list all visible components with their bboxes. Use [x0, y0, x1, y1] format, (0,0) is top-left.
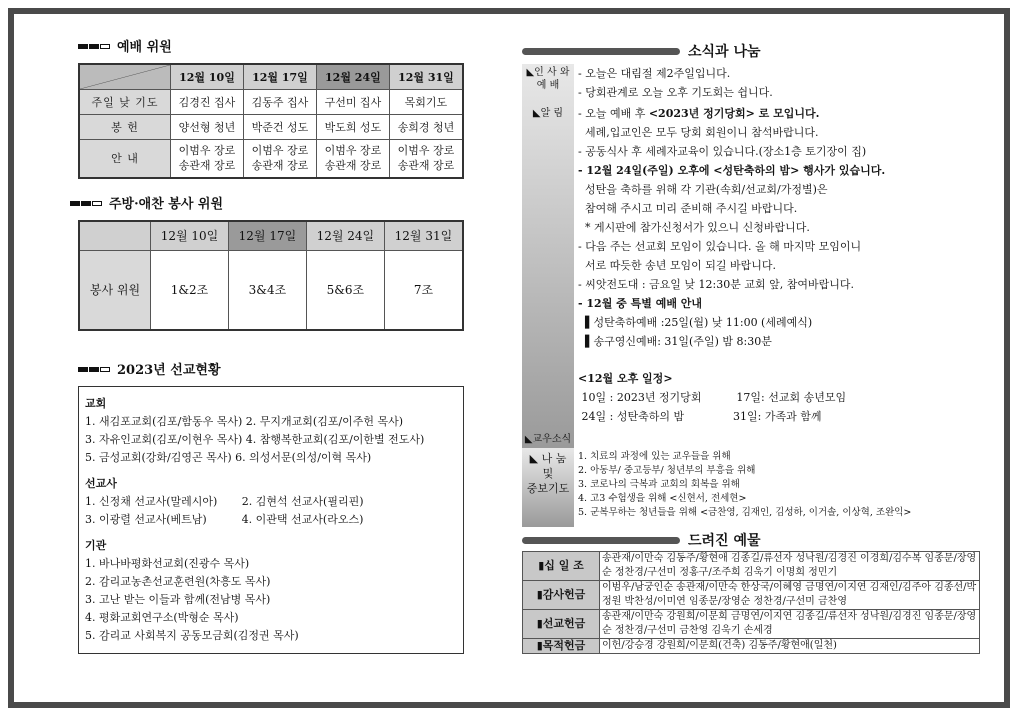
title-bar: [522, 537, 680, 544]
date-header: 12월 10일: [151, 221, 229, 251]
news-line: - 오늘은 대림절 제2주일입니다.: [578, 67, 731, 80]
news-line: 참여해 주시고 미리 준비해 주시길 바랍니다.: [578, 202, 798, 215]
cell: 송관재/이만숙 강원희/이문희 금명연/이지연 김종길/류선자 성낙원/김경진 임종문/장영순 정찬경/구선미 금찬영 김욱기 손세경: [600, 610, 980, 639]
row-label: ▮감사헌금: [523, 581, 600, 610]
row-label: 봉사 위원: [79, 250, 151, 330]
news-line: - 12월 중 특별 예배 안내: [578, 297, 703, 310]
date-header: 12월 24일: [306, 221, 384, 251]
date-header: 12월 10일: [171, 64, 244, 90]
cell: 5&6조: [306, 250, 384, 330]
title-bullet-icon: [78, 38, 111, 53]
news-line: ▌송구영신예배: 31일(주일) 밤 8:30분: [578, 335, 772, 348]
date-header: 12월 17일: [228, 221, 306, 251]
kitchen-title: 주방·애찬 봉사 위원: [70, 193, 488, 212]
title-bar: [522, 48, 680, 55]
schedule-line: 10일 : 2023년 정기당회 17일: 선교회 송년모임: [578, 391, 847, 404]
cell: 박도희 성도: [316, 115, 389, 140]
label-notice: ◣알 림: [532, 108, 564, 119]
prayer-item: 2. 아동부/ 중고등부/ 청년부의 부흥을 위해: [578, 465, 756, 476]
news-line: * 게시판에 참가신청서가 있으니 신청바랍니다.: [578, 221, 810, 234]
church-heading: 교회: [85, 397, 107, 410]
prayer-item: 4. 고3 수험생을 위해 <신현서, 전세현>: [578, 493, 747, 504]
row-label: 봉 헌: [79, 115, 171, 140]
worship-title: 예배 위원: [78, 36, 488, 55]
list-item: 5. 금성교회(강화/김영곤 목사) 6. 의성서문(의성/이혁 목사): [85, 451, 372, 464]
news-labels: [522, 64, 574, 448]
news-line: - 씨앗전도대 : 금요일 낮 12:30분 교회 앞, 참여바랍니다.: [578, 278, 854, 291]
kitchen-table: [78, 220, 464, 332]
table-corner: [79, 64, 171, 90]
cell: 김동주 집사: [243, 90, 316, 115]
news-block: [522, 64, 980, 448]
right-column: [522, 42, 980, 654]
news-line: [578, 104, 980, 123]
left-column: [78, 36, 488, 654]
schedule-line: 24일 : 성탄축하의 밤 31일: 가족과 함께: [578, 410, 822, 423]
news-line: - 다음 주는 선교회 모임이 있습니다. 올 해 마지막 모임이니: [578, 240, 862, 253]
missions-title: 2023년 선교현황: [78, 359, 488, 378]
row-label: ▮목적헌금: [523, 639, 600, 654]
news-header: 소식과 나눔: [522, 42, 980, 60]
row-label: 안 내: [79, 140, 171, 178]
cell: 이범우 장로 송관재 장로: [243, 140, 316, 178]
prayer-item: 5. 군복무하는 청년들을 위해 <금찬영, 김재인, 김성하, 이거솔, 이상혁, 조완익>: [578, 507, 912, 518]
label-prayer: ◣ 나 눔 및 중보기도: [522, 448, 574, 527]
offering-header: 드려진 예물: [522, 531, 980, 549]
cell: 송관재/이만숙 김동주/황현애 김종길/류선자 성낙원/김경진 이경희/김수복 임종문/장영순 정찬경/구선미 정홍구/조주희 김욱기 이명희 정민기: [600, 552, 980, 581]
cell: 이헌/강승경 강원희/이문희(건축) 김동주/황현애(일천): [600, 639, 980, 654]
prayer-block: [522, 448, 980, 527]
news-content: [574, 64, 980, 448]
list-item: 1. 바나바평화선교회(진광수 목사): [85, 557, 250, 570]
list-item: 1. 새김포교회(김포/함동우 목사) 2. 무지개교회(김포/이주헌 목사): [85, 415, 404, 428]
title-bullet-icon: [78, 361, 111, 376]
org-heading: 기관: [85, 539, 107, 552]
cell: 박준건 성도: [243, 115, 316, 140]
title-bullet-icon: [70, 195, 103, 210]
cell: 이범우 장로 송관재 장로: [171, 140, 244, 178]
list-item: 5. 감리교 사회복지 공동모금회(김정권 목사): [85, 629, 299, 642]
date-header: 12월 31일: [389, 64, 463, 90]
date-header: 12월 31일: [384, 221, 463, 251]
worship-table: [78, 63, 464, 179]
list-item: 4. 평화교회연구소(박형순 목사): [85, 611, 239, 624]
news-line: - 12월 24일(주일) 오후에 <성탄축하의 밤> 행사가 있습니다.: [578, 164, 886, 177]
news-line: 서로 따듯한 송년 모임이 되길 바랍니다.: [578, 259, 776, 272]
news-line: 세례,입교인은 모두 당회 회원이니 참석바랍니다.: [578, 126, 819, 139]
cell: 1&2조: [151, 250, 229, 330]
missionary-heading: 선교사: [85, 477, 117, 490]
news-text: <2023년 정기당회> 로 모입니다.: [648, 107, 820, 120]
news-text: - 오늘 예배 후: [578, 107, 649, 120]
cell: 양선형 청년: [171, 115, 244, 140]
prayer-content: [574, 448, 980, 527]
date-header: 12월 24일: [316, 64, 389, 90]
schedule-heading: <12월 오후 일정>: [578, 372, 673, 385]
cell: 이범우/남궁인순 송관재/이만숙 한상국/이혜영 금명연/이지연 김재인/김주아 김종선/박정원 박찬성/이미연 임종문/장영순 정찬경/구선미 금찬영: [600, 581, 980, 610]
row-label: ▮선교헌금: [523, 610, 600, 639]
cell: 송희경 청년: [389, 115, 463, 140]
news-line: ▌성탄축하예배 :25일(월) 낮 11:00 (세례예식): [578, 316, 813, 329]
bulletin-page: [22, 22, 1002, 702]
row-label: ▮십 일 조: [523, 552, 600, 581]
cell: 3&4조: [228, 250, 306, 330]
list-item: 3. 이광렬 선교사(베트남) 4. 이관택 선교사(라오스): [85, 513, 364, 526]
cell: 목회기도: [389, 90, 463, 115]
cell: 구선미 집사: [316, 90, 389, 115]
offering-table: [522, 551, 980, 654]
list-item: 3. 자유인교회(김포/이현우 목사) 4. 참행복한교회(김포/이한별 전도사): [85, 433, 425, 446]
date-header: 12월 17일: [243, 64, 316, 90]
news-line: - 공동식사 후 세례자교육이 있습니다.(장소1층 토기장이 집): [578, 145, 867, 158]
label-members: ◣교우소식: [524, 434, 572, 445]
cell: 이범우 장로 송관재 장로: [389, 140, 463, 178]
list-item: 1. 신정채 선교사(말레시아) 2. 김현석 선교사(필리핀): [85, 495, 364, 508]
cell: 이범우 장로 송관재 장로: [316, 140, 389, 178]
list-item: 3. 고난 받는 이들과 함께(전남병 목사): [85, 593, 271, 606]
news-line: - 당회관계로 오늘 오후 기도회는 쉽니다.: [578, 86, 773, 99]
missions-box: [78, 386, 464, 654]
cell: 7조: [384, 250, 463, 330]
news-line: 성탄을 축하를 위해 각 기관(속회/선교회/가정별)은: [578, 183, 828, 196]
prayer-item: 3. 코로나의 극복과 교회의 회복을 위해: [578, 479, 740, 490]
prayer-item: 1. 치료의 과정에 있는 교우들을 위해: [578, 451, 731, 462]
list-item: 2. 감리교농촌선교훈련원(차흥도 목사): [85, 575, 271, 588]
row-label: 주일 낮 기도: [79, 90, 171, 115]
table-corner: [79, 221, 151, 251]
label-worship: ◣인 사 와 예 배: [526, 67, 570, 91]
cell: 김경진 집사: [171, 90, 244, 115]
